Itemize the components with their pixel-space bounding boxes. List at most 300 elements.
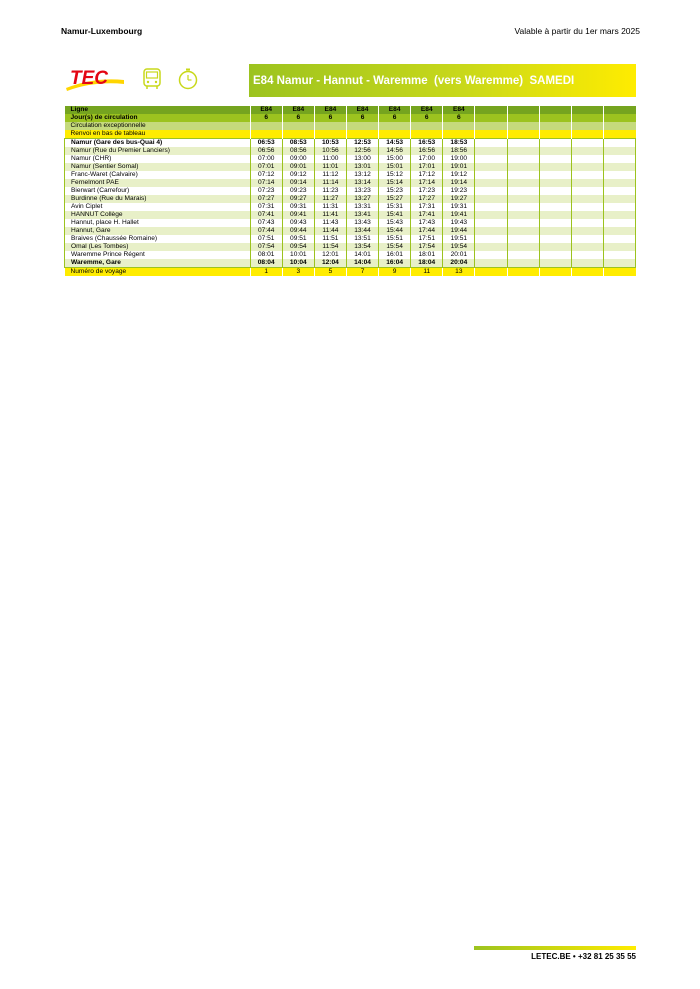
table-cell — [507, 227, 539, 235]
table-cell — [571, 268, 603, 277]
table-cell — [507, 106, 539, 114]
table-cell — [603, 122, 635, 130]
table-cell — [507, 219, 539, 227]
table-cell: 15:14 — [379, 179, 411, 187]
table-cell — [571, 163, 603, 171]
table-cell — [507, 163, 539, 171]
table-row — [65, 155, 636, 163]
table-cell: 12:04 — [314, 259, 346, 268]
table-cell: 11:27 — [314, 195, 346, 203]
table-cell: 11:43 — [314, 219, 346, 227]
table-cell: 3 — [282, 268, 314, 277]
table-cell — [603, 171, 635, 179]
table-cell — [475, 155, 507, 163]
footer-bar — [474, 946, 636, 950]
table-cell: 07:14 — [250, 179, 282, 187]
table-cell: 13:54 — [346, 243, 378, 251]
table-cell — [411, 122, 443, 130]
renvoi-label: Renvoi en bas de tableau — [65, 130, 251, 139]
table-cell: 18:01 — [411, 251, 443, 259]
table-cell — [507, 268, 539, 277]
table-cell: E84 — [346, 106, 378, 114]
table-cell — [603, 219, 635, 227]
table-cell — [250, 130, 282, 139]
table-row — [65, 235, 636, 243]
table-cell: 16:01 — [379, 251, 411, 259]
table-cell: 19:14 — [443, 179, 475, 187]
table-cell — [346, 130, 378, 139]
table-cell: 08:01 — [250, 251, 282, 259]
table-cell: 10:04 — [282, 259, 314, 268]
table-cell: 17:31 — [411, 203, 443, 211]
table-cell — [539, 251, 571, 259]
table-cell — [507, 251, 539, 259]
table-cell: 06:53 — [250, 139, 282, 148]
table-cell — [539, 211, 571, 219]
header-row-renvoi — [65, 130, 636, 139]
table-cell: 13:43 — [346, 219, 378, 227]
title-banner — [249, 64, 636, 97]
table-cell — [539, 106, 571, 114]
table-cell — [475, 227, 507, 235]
table-cell: 15:27 — [379, 195, 411, 203]
stop-name: Franc-Waret (Calvaire) — [65, 171, 251, 179]
table-cell: 6 — [346, 114, 378, 122]
table-cell — [571, 211, 603, 219]
table-cell: 14:53 — [379, 139, 411, 148]
table-cell — [603, 187, 635, 195]
table-cell: 15:44 — [379, 227, 411, 235]
table-cell — [539, 147, 571, 155]
table-cell — [539, 227, 571, 235]
table-cell — [475, 114, 507, 122]
table-cell — [475, 211, 507, 219]
stop-name: Namur (CHR) — [65, 155, 251, 163]
table-cell: 13:00 — [346, 155, 378, 163]
table-cell: 13:01 — [346, 163, 378, 171]
table-cell: 15:51 — [379, 235, 411, 243]
table-cell — [507, 114, 539, 122]
table-cell: 19:43 — [443, 219, 475, 227]
table-cell: 07:51 — [250, 235, 282, 243]
table-cell: 09:43 — [282, 219, 314, 227]
stop-name: Waremme Prince Régent — [65, 251, 251, 259]
table-cell: 08:04 — [250, 259, 282, 268]
table-cell: 13:41 — [346, 211, 378, 219]
table-cell — [507, 147, 539, 155]
table-row — [65, 171, 636, 179]
stop-name: Bierwart (Carrefour) — [65, 187, 251, 195]
table-cell — [314, 122, 346, 130]
table-cell — [539, 187, 571, 195]
table-cell — [603, 227, 635, 235]
table-cell: 17:54 — [411, 243, 443, 251]
region-label: Namur-Luxembourg — [61, 26, 143, 36]
circulation-label: Circulation exceptionnelle — [65, 122, 251, 130]
table-cell: 07:54 — [250, 243, 282, 251]
table-cell: 6 — [314, 114, 346, 122]
table-cell: 6 — [379, 114, 411, 122]
table-cell — [475, 163, 507, 171]
table-cell — [603, 195, 635, 203]
table-row — [65, 243, 636, 251]
table-cell: 13:12 — [346, 171, 378, 179]
table-cell: 17:41 — [411, 211, 443, 219]
table-cell: 09:23 — [282, 187, 314, 195]
table-cell — [411, 130, 443, 139]
table-cell: 12:01 — [314, 251, 346, 259]
table-cell: 17:27 — [411, 195, 443, 203]
table-cell: 09:51 — [282, 235, 314, 243]
table-cell: 07:00 — [250, 155, 282, 163]
table-cell: 11:31 — [314, 203, 346, 211]
table-cell — [539, 163, 571, 171]
jours-label: Jour(s) de circulation — [65, 114, 251, 122]
table-cell: 08:53 — [282, 139, 314, 148]
table-cell — [603, 130, 635, 139]
table-row — [65, 227, 636, 235]
table-cell — [507, 235, 539, 243]
table-cell — [539, 203, 571, 211]
stop-name: Omal (Les Tombes) — [65, 243, 251, 251]
table-cell: 07:01 — [250, 163, 282, 171]
table-cell: 09:54 — [282, 243, 314, 251]
clock-icon — [177, 67, 199, 91]
table-cell: E84 — [282, 106, 314, 114]
table-cell — [571, 203, 603, 211]
stop-name: Avin Ciplet — [65, 203, 251, 211]
table-cell — [475, 259, 507, 268]
stop-name: Namur (Rue du Premier Lanciers) — [65, 147, 251, 155]
table-cell: 15:23 — [379, 187, 411, 195]
voyage-label: Numéro de voyage — [65, 268, 251, 277]
footer-contact: LETEC.BE • +32 81 25 35 55 — [531, 952, 636, 961]
table-cell: 13:51 — [346, 235, 378, 243]
table-cell — [603, 259, 635, 268]
table-cell — [603, 163, 635, 171]
table-cell — [475, 130, 507, 139]
table-cell: 19:27 — [443, 195, 475, 203]
table-cell: 11:14 — [314, 179, 346, 187]
table-cell — [571, 130, 603, 139]
table-cell: E84 — [250, 106, 282, 114]
table-cell — [571, 139, 603, 148]
table-cell: 18:56 — [443, 147, 475, 155]
table-cell: 18:04 — [411, 259, 443, 268]
table-cell — [507, 122, 539, 130]
table-cell — [507, 203, 539, 211]
tec-logo — [64, 66, 126, 96]
table-cell: 11:23 — [314, 187, 346, 195]
table-cell: 1 — [250, 268, 282, 277]
table-cell — [346, 122, 378, 130]
table-cell — [603, 147, 635, 155]
table-cell: 15:41 — [379, 211, 411, 219]
table-cell — [571, 219, 603, 227]
table-cell — [250, 122, 282, 130]
table-cell — [475, 251, 507, 259]
table-cell: E84 — [379, 106, 411, 114]
table-cell — [571, 259, 603, 268]
table-cell — [282, 122, 314, 130]
table-cell — [571, 179, 603, 187]
table-cell — [539, 114, 571, 122]
table-cell — [379, 122, 411, 130]
table-cell: 07:31 — [250, 203, 282, 211]
table-cell: 19:31 — [443, 203, 475, 211]
table-cell — [507, 171, 539, 179]
table-cell: 7 — [346, 268, 378, 277]
table-cell: 13:14 — [346, 179, 378, 187]
table-cell — [603, 211, 635, 219]
table-cell: 07:43 — [250, 219, 282, 227]
table-cell — [571, 195, 603, 203]
table-row — [65, 179, 636, 187]
table-cell: 14:56 — [379, 147, 411, 155]
table-cell: 13:23 — [346, 187, 378, 195]
stop-name: Hannut, place H. Hallet — [65, 219, 251, 227]
stop-name: Braives (Chaussée Romaine) — [65, 235, 251, 243]
table-cell — [603, 235, 635, 243]
table-cell: 09:01 — [282, 163, 314, 171]
table-cell — [475, 147, 507, 155]
table-cell: 19:54 — [443, 243, 475, 251]
table-cell: 19:00 — [443, 155, 475, 163]
table-cell — [475, 187, 507, 195]
table-row — [65, 211, 636, 219]
footer-row-voyage — [65, 268, 636, 277]
table-row — [65, 203, 636, 211]
table-cell — [475, 179, 507, 187]
table-cell: 13 — [443, 268, 475, 277]
table-cell: 16:56 — [411, 147, 443, 155]
table-cell: 10:01 — [282, 251, 314, 259]
header-row-circulation — [65, 122, 636, 130]
table-cell: 13:31 — [346, 203, 378, 211]
table-cell: 19:44 — [443, 227, 475, 235]
table-cell: 07:44 — [250, 227, 282, 235]
table-cell — [507, 187, 539, 195]
table-cell: 09:14 — [282, 179, 314, 187]
table-cell — [443, 130, 475, 139]
timetable-title: E84 Namur - Hannut - Waremme (vers Waremme) SAMEDI — [253, 74, 575, 87]
table-cell: 09:00 — [282, 155, 314, 163]
table-cell — [571, 235, 603, 243]
table-cell: 07:23 — [250, 187, 282, 195]
table-cell: 11:00 — [314, 155, 346, 163]
table-cell: 20:04 — [443, 259, 475, 268]
table-cell — [507, 155, 539, 163]
table-cell — [507, 179, 539, 187]
table-cell — [539, 219, 571, 227]
table-cell: 10:53 — [314, 139, 346, 148]
table-cell — [475, 235, 507, 243]
table-cell — [507, 139, 539, 148]
table-cell: 6 — [250, 114, 282, 122]
bus-icon — [141, 67, 163, 91]
table-cell: 17:12 — [411, 171, 443, 179]
table-cell: 17:51 — [411, 235, 443, 243]
table-cell: 16:53 — [411, 139, 443, 148]
table-row — [65, 219, 636, 227]
timetable — [64, 106, 636, 276]
table-cell: 17:44 — [411, 227, 443, 235]
table-cell — [475, 203, 507, 211]
table-cell — [603, 114, 635, 122]
table-cell — [475, 139, 507, 148]
table-cell — [539, 268, 571, 277]
table-cell: 09:27 — [282, 195, 314, 203]
table-cell — [539, 155, 571, 163]
table-cell: 09:12 — [282, 171, 314, 179]
table-cell: 16:04 — [379, 259, 411, 268]
table-cell — [379, 130, 411, 139]
table-cell: E84 — [411, 106, 443, 114]
table-row — [65, 259, 636, 268]
table-cell: 6 — [443, 114, 475, 122]
table-cell — [603, 203, 635, 211]
validity-date: Valable à partir du 1er mars 2025 — [514, 26, 640, 36]
table-cell: 6 — [411, 114, 443, 122]
table-cell — [603, 155, 635, 163]
table-cell: 11:51 — [314, 235, 346, 243]
table-cell — [603, 243, 635, 251]
table-cell: 18:53 — [443, 139, 475, 148]
ligne-label: Ligne — [65, 106, 251, 114]
table-cell: 20:01 — [443, 251, 475, 259]
table-cell — [539, 179, 571, 187]
table-row — [65, 147, 636, 155]
table-cell — [603, 106, 635, 114]
table-cell: 08:56 — [282, 147, 314, 155]
table-cell — [475, 122, 507, 130]
table-cell — [475, 106, 507, 114]
table-cell — [571, 243, 603, 251]
table-cell: 07:41 — [250, 211, 282, 219]
table-cell: 5 — [314, 268, 346, 277]
table-cell — [571, 122, 603, 130]
table-cell — [507, 211, 539, 219]
table-cell — [539, 171, 571, 179]
table-cell — [603, 179, 635, 187]
tec-logo-text: TEC — [70, 68, 108, 89]
table-cell: 07:12 — [250, 171, 282, 179]
stop-name: Namur (Gare des bus-Quai 4) — [65, 139, 251, 148]
header-row-ligne — [65, 106, 636, 114]
table-cell: 07:27 — [250, 195, 282, 203]
table-cell: 11:01 — [314, 163, 346, 171]
table-cell: 14:01 — [346, 251, 378, 259]
table-cell: 11:44 — [314, 227, 346, 235]
table-cell — [571, 147, 603, 155]
table-cell — [539, 195, 571, 203]
table-row — [65, 139, 636, 148]
table-cell: 19:01 — [443, 163, 475, 171]
table-cell: 19:51 — [443, 235, 475, 243]
table-cell — [475, 171, 507, 179]
table-cell — [443, 122, 475, 130]
table-cell — [539, 259, 571, 268]
table-cell: 15:31 — [379, 203, 411, 211]
table-cell — [571, 106, 603, 114]
table-cell — [507, 130, 539, 139]
table-cell: 14:04 — [346, 259, 378, 268]
table-cell: 9 — [379, 268, 411, 277]
table-cell: 17:00 — [411, 155, 443, 163]
table-cell: 19:12 — [443, 171, 475, 179]
table-cell: 12:56 — [346, 147, 378, 155]
table-cell: 09:41 — [282, 211, 314, 219]
stop-name: Waremme, Gare — [65, 259, 251, 268]
table-cell: 11:12 — [314, 171, 346, 179]
table-cell: E84 — [443, 106, 475, 114]
table-cell — [603, 268, 635, 277]
table-cell: 15:00 — [379, 155, 411, 163]
table-cell: 11:54 — [314, 243, 346, 251]
table-cell — [603, 139, 635, 148]
table-cell — [314, 130, 346, 139]
table-cell: E84 — [314, 106, 346, 114]
table-cell — [571, 187, 603, 195]
table-cell: 17:43 — [411, 219, 443, 227]
table-row — [65, 195, 636, 203]
table-cell — [539, 235, 571, 243]
table-cell: 6 — [282, 114, 314, 122]
stop-name: Namur (Sentier Somal) — [65, 163, 251, 171]
table-cell: 15:54 — [379, 243, 411, 251]
table-cell — [571, 155, 603, 163]
table-cell — [475, 243, 507, 251]
table-cell: 15:43 — [379, 219, 411, 227]
table-cell: 13:27 — [346, 195, 378, 203]
table-cell: 09:44 — [282, 227, 314, 235]
table-cell — [475, 268, 507, 277]
table-cell: 17:23 — [411, 187, 443, 195]
table-cell: 12:53 — [346, 139, 378, 148]
table-row — [65, 251, 636, 259]
table-cell: 15:12 — [379, 171, 411, 179]
stop-name: Hannut, Gare — [65, 227, 251, 235]
table-cell: 17:01 — [411, 163, 443, 171]
table-cell: 17:14 — [411, 179, 443, 187]
table-row — [65, 163, 636, 171]
table-cell: 13:44 — [346, 227, 378, 235]
table-cell — [571, 251, 603, 259]
header-row-jours — [65, 114, 636, 122]
table-cell — [475, 195, 507, 203]
table-cell — [282, 130, 314, 139]
table-cell: 19:41 — [443, 211, 475, 219]
table-cell — [571, 227, 603, 235]
table-cell — [539, 139, 571, 148]
table-cell — [603, 251, 635, 259]
table-cell: 11 — [411, 268, 443, 277]
table-cell — [507, 195, 539, 203]
table-row — [65, 187, 636, 195]
table-cell: 11:41 — [314, 211, 346, 219]
stop-name: Burdinne (Rue du Marais) — [65, 195, 251, 203]
table-cell: 10:56 — [314, 147, 346, 155]
table-cell — [539, 243, 571, 251]
table-cell — [507, 259, 539, 268]
table-cell: 15:01 — [379, 163, 411, 171]
table-cell — [571, 171, 603, 179]
table-cell — [539, 130, 571, 139]
table-cell — [507, 243, 539, 251]
table-cell: 19:23 — [443, 187, 475, 195]
table-cell — [539, 122, 571, 130]
table-cell — [571, 114, 603, 122]
